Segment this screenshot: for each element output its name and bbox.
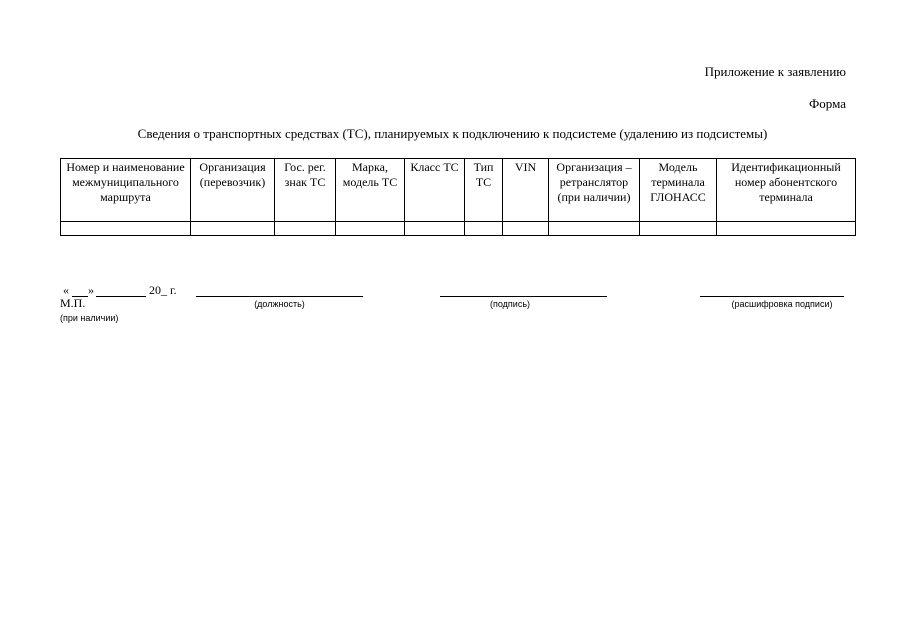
column-header-make-model: Марка, модель ТС [336,159,405,222]
column-header-terminal-id: Идентификационный номер абонентского терминала [717,159,856,222]
table-cell[interactable] [61,222,191,236]
table-cell[interactable] [405,222,465,236]
document-title: Сведения о транспортных средствах (ТС), планируемых к подключению к подсистеме (удалению из подсистемы) [137,126,768,141]
position-line[interactable] [196,296,363,297]
table-cell[interactable] [465,222,503,236]
table-cell[interactable] [336,222,405,236]
position-caption: (должность) [254,299,305,309]
date-year: 20_ г. [149,283,177,297]
column-header-glonass-model: Модель терминала ГЛОНАСС [640,159,717,222]
decoding-caption: (расшифровка подписи) [731,299,833,309]
column-header-plate: Гос. рег. знак ТС [275,159,336,222]
table-cell[interactable] [717,222,856,236]
column-header-vin: VIN [503,159,549,222]
form-label: Форма [809,96,846,111]
vehicles-table [60,158,856,236]
column-header-relay-org: Организация – ретранслятор (при наличии) [549,159,640,222]
date-month-line[interactable] [96,296,146,297]
decoding-line[interactable] [700,296,844,297]
column-header-carrier: Организация (перевозчик) [191,159,275,222]
column-header-route: Номер и наименование межмуниципального маршрута [61,159,191,222]
table-cell[interactable] [191,222,275,236]
stamp-note: (при наличии) [60,313,119,323]
column-header-class: Класс ТС [405,159,465,222]
table-row [61,222,856,236]
table-cell[interactable] [503,222,549,236]
column-header-type: Тип ТС [465,159,503,222]
table-cell[interactable] [640,222,717,236]
table-cell[interactable] [275,222,336,236]
signature-line[interactable] [440,296,607,297]
date-close-quote: » [88,283,94,297]
date-open-quote: « [63,283,69,297]
appendix-label: Приложение к заявлению [704,64,846,79]
table-cell[interactable] [549,222,640,236]
stamp-label: М.П. [60,296,86,310]
signature-caption: (подпись) [489,299,531,309]
